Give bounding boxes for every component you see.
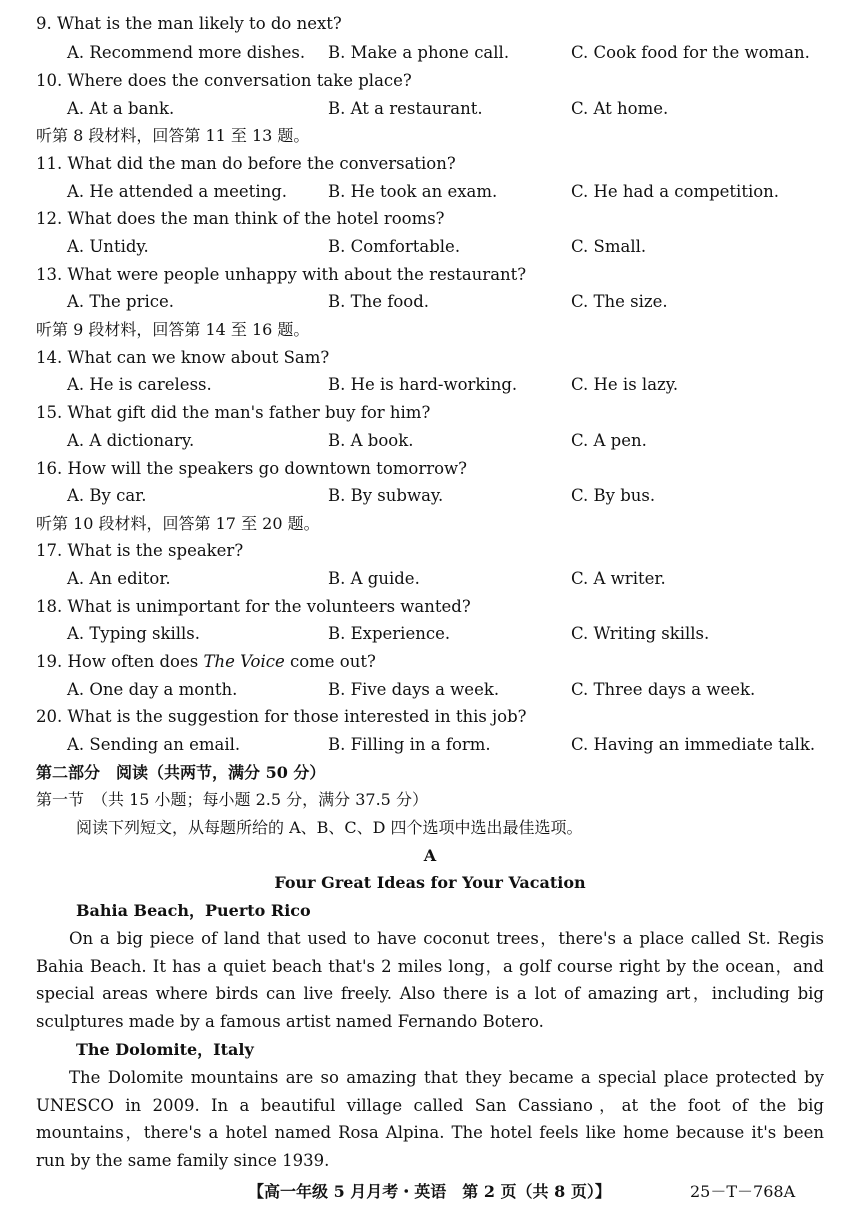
stem-text: 19. How often does <box>36 652 204 671</box>
question-stem: 11. What did the man do before the conversation? <box>36 154 456 173</box>
question-stem: 17. What is the speaker? <box>36 541 244 560</box>
option-b: B. He took an exam. <box>328 182 498 201</box>
question-stem: 18. What is unimportant for the volunteers wanted? <box>36 597 471 616</box>
options-row <box>0 735 860 755</box>
option-b: B. Comfortable. <box>328 237 461 256</box>
question-stem: 20. What is the suggestion for those interested in this job? <box>36 707 527 726</box>
part-heading: 第二部分 阅读（共两节，满分 50 分） <box>36 763 326 782</box>
option-b: B. A book. <box>328 431 414 450</box>
option-b: B. By subway. <box>328 486 444 505</box>
option-c: C. Small. <box>571 237 647 256</box>
option-c: C. The size. <box>571 292 668 311</box>
listening-instruction: 听第 9 段材料，回答第 14 至 16 题。 <box>36 320 310 339</box>
passage-paragraph: The Dolomite mountains are so amazing that they became a special place protected by UNESCO in 2009. In a beautiful village called San Cassiano，at the foot of the big mountains，there's a hotel named Rosa Alpina. The hotel feels like home because it's been run by the same family since 1939. <box>36 1068 824 1170</box>
options-row <box>0 680 860 700</box>
option-a: A. He attended a meeting. <box>67 182 288 201</box>
options-row <box>0 624 860 644</box>
option-a: A. Untidy. <box>67 237 149 256</box>
options-row <box>0 569 860 589</box>
option-a: A. One day a month. <box>67 680 238 699</box>
passage-paragraph: On a big piece of land that used to have coconut trees，there's a place called St. Regis Bahia Beach. It has a quiet beach that's 2 miles long，a golf course right by the ocean，and special areas where birds can live freely. Also there is a lot of amazing art，including big sculptures made by a famous artist named Fernando Botero. <box>36 929 824 1031</box>
question-stem: 13. What were people unhappy with about the restaurant? <box>36 265 527 284</box>
option-c: C. Cook food for the woman. <box>571 43 810 62</box>
reading-directions: 阅读下列短文，从每题所给的 A、B、C、D 四个选项中选出最佳选项。 <box>76 818 583 837</box>
question-stem: 14. What can we know about Sam? <box>36 348 330 367</box>
option-c: C. A writer. <box>571 569 666 588</box>
options-row <box>0 99 860 119</box>
option-c: C. He is lazy. <box>571 375 679 394</box>
option-b: B. Filling in a form. <box>328 735 491 754</box>
question-stem: 10. Where does the conversation take place? <box>36 71 412 90</box>
stem-text: come out? <box>284 652 376 671</box>
options-row <box>0 292 860 312</box>
passage-title: Four Great Ideas for Your Vacation <box>274 873 586 892</box>
option-b: B. Five days a week. <box>328 680 500 699</box>
section-subheading: The Dolomite，Italy <box>76 1040 254 1059</box>
option-b: B. A guide. <box>328 569 420 588</box>
option-c: C. Writing skills. <box>571 624 710 643</box>
option-c: C. Having an immediate talk. <box>571 735 816 754</box>
option-c: C. Three days a week. <box>571 680 756 699</box>
option-a: A. Sending an email. <box>67 735 241 754</box>
paper-code: 25－T－768A <box>690 1182 796 1201</box>
options-row <box>0 486 860 506</box>
option-c: C. By bus. <box>571 486 656 505</box>
option-b: B. Make a phone call. <box>328 43 510 62</box>
option-a: A. Typing skills. <box>67 624 201 643</box>
options-row <box>0 237 860 257</box>
option-c: C. At home. <box>571 99 669 118</box>
option-c: C. He had a competition. <box>571 182 780 201</box>
page-footer: 【高一年级 5 月月考・英语 第 2 页（共 8 页）】 <box>248 1182 611 1201</box>
section-subheading: Bahia Beach，Puerto Rico <box>76 901 311 920</box>
options-row <box>0 182 860 202</box>
option-a: A. At a bank. <box>67 99 175 118</box>
option-b: B. He is hard-working. <box>328 375 518 394</box>
question-stem: 9. What is the man likely to do next? <box>36 14 342 33</box>
question-stem: 16. How will the speakers go downtown tomorrow? <box>36 459 468 478</box>
option-a: A. An editor. <box>67 569 171 588</box>
question-stem: 15. What gift did the man's father buy for him? <box>36 403 431 422</box>
publication-title: The Voice <box>203 652 285 671</box>
option-c: C. A pen. <box>571 431 647 450</box>
listening-instruction: 听第 8 段材料，回答第 11 至 13 题。 <box>36 126 310 145</box>
question-stem: 12. What does the man think of the hotel rooms? <box>36 209 445 228</box>
option-b: B. At a restaurant. <box>328 99 483 118</box>
section-heading: 第一节 （共 15 小题；每小题 2.5 分，满分 37.5 分） <box>36 790 428 809</box>
option-b: B. Experience. <box>328 624 451 643</box>
options-row <box>0 43 860 63</box>
question-stem <box>36 652 376 672</box>
listening-instruction: 听第 10 段材料，回答第 17 至 20 题。 <box>36 514 320 533</box>
option-a: A. He is careless. <box>67 375 212 394</box>
option-a: A. The price. <box>67 292 175 311</box>
options-row <box>0 375 860 395</box>
option-a: A. Recommend more dishes. <box>67 43 306 62</box>
option-a: A. By car. <box>67 486 147 505</box>
option-a: A. A dictionary. <box>67 431 195 450</box>
options-row <box>0 431 860 451</box>
option-b: B. The food. <box>328 292 430 311</box>
passage-letter: A <box>423 846 437 865</box>
